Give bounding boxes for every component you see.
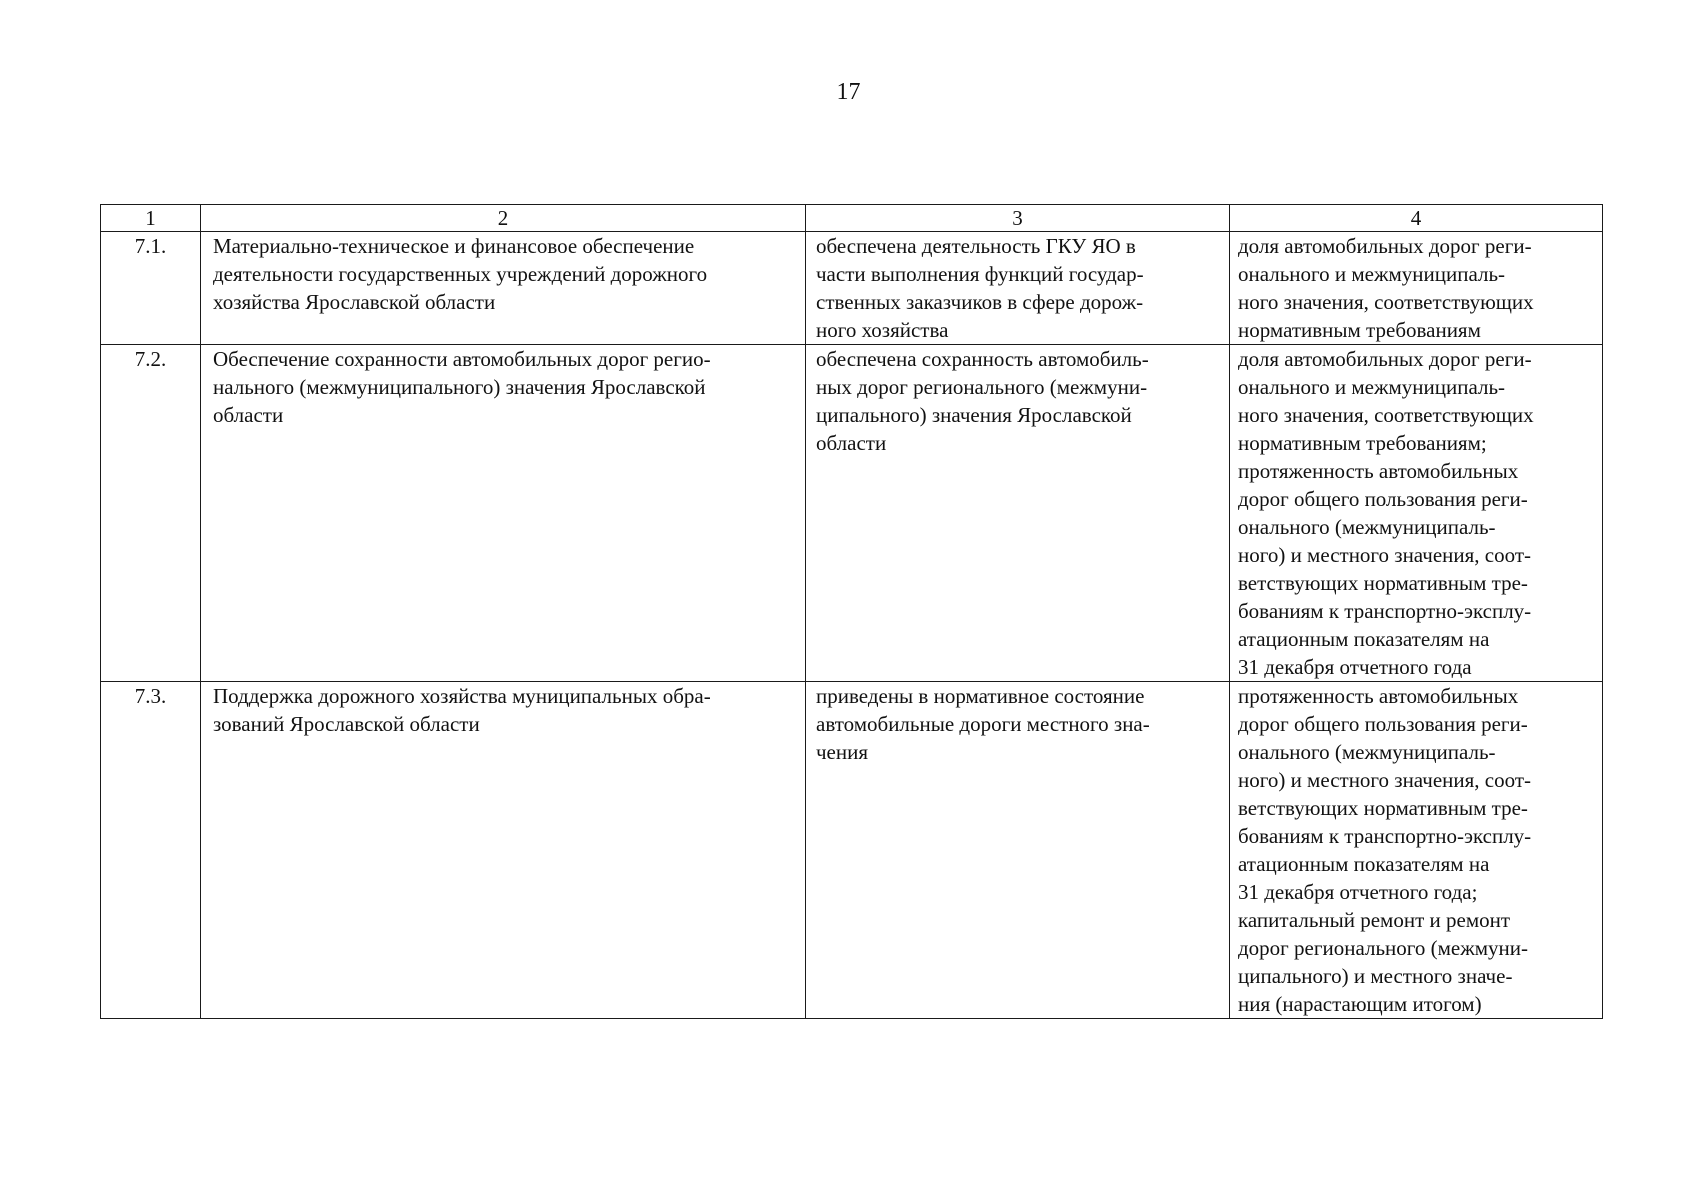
indicator-cell: [1230, 345, 1603, 682]
table-row: [101, 232, 1603, 345]
row-number-cell: [101, 232, 201, 345]
indicator-text: протяженность автомобильных дорог общего пользования реги- онального (межмуниципаль- ного) и местного значения, соот- ветствующих нормативным тре- бованиям к транспортно-эксплу- атационным показателям на 31 декабря отчетного года; капитальный ремонт и ремонт дорог регионального (межмуни- ципального) и местного значе- ния (нарастающим итогом): [1238, 684, 1532, 1016]
page-number: 17: [836, 79, 861, 105]
activity-cell: [201, 232, 806, 345]
column-header-4: 4: [1230, 205, 1603, 232]
indicator-text: доля автомобильных дорог реги- онального и межмуниципаль- ного значения, соответствующих нормативным требованиям: [1238, 234, 1534, 342]
result-cell: [806, 232, 1230, 345]
result-text: приведены в нормативное состояние автомобильные дороги местного зна- чения: [816, 684, 1150, 764]
column-header-2: 2: [201, 205, 806, 232]
activity-text: Обеспечение сохранности автомобильных дорог регио- нального (межмуниципального) значения Ярославской области: [213, 347, 711, 427]
result-cell: [806, 682, 1230, 1019]
result-text: обеспечена сохранность автомобиль- ных дорог регионального (межмуни- ципального) значения Ярославской области: [816, 347, 1149, 455]
row-number-cell: [101, 345, 201, 682]
row-number: 7.2.: [134, 347, 167, 371]
activity-cell: [201, 345, 806, 682]
activity-text: Материально-техническое и финансовое обеспечение деятельности государственных учреждений дорожного хозяйства Ярославской области: [213, 234, 708, 314]
activity-cell: [201, 682, 806, 1019]
activity-text: Поддержка дорожного хозяйства муниципальных обра- зований Ярославской области: [213, 684, 711, 736]
indicator-cell: [1230, 682, 1603, 1019]
table-row: [101, 682, 1603, 1019]
column-header-1: 1: [101, 205, 201, 232]
column-header-3: 3: [806, 205, 1230, 232]
row-number: 7.1.: [134, 234, 167, 258]
result-text: обеспечена деятельность ГКУ ЯО в части выполнения функций государ- ственных заказчиков в сфере дорож- ного хозяйства: [816, 234, 1144, 342]
program-table: [100, 204, 1603, 1019]
table-header-row: [101, 205, 1603, 232]
indicator-cell: [1230, 232, 1603, 345]
row-number: 7.3.: [134, 684, 167, 708]
result-cell: [806, 345, 1230, 682]
table-row: [101, 345, 1603, 682]
indicator-text: доля автомобильных дорог реги- онального и межмуниципаль- ного значения, соответствующих нормативным требованиям; протяженность автомобильных дорог общего пользования реги- онального (межмуниципаль- ного) и местного значения, соот- ветствующих нормативным тре- бованиям к транспортно-эксплу- атационным показателям на 31 декабря отчетного года: [1238, 347, 1534, 679]
row-number-cell: [101, 682, 201, 1019]
